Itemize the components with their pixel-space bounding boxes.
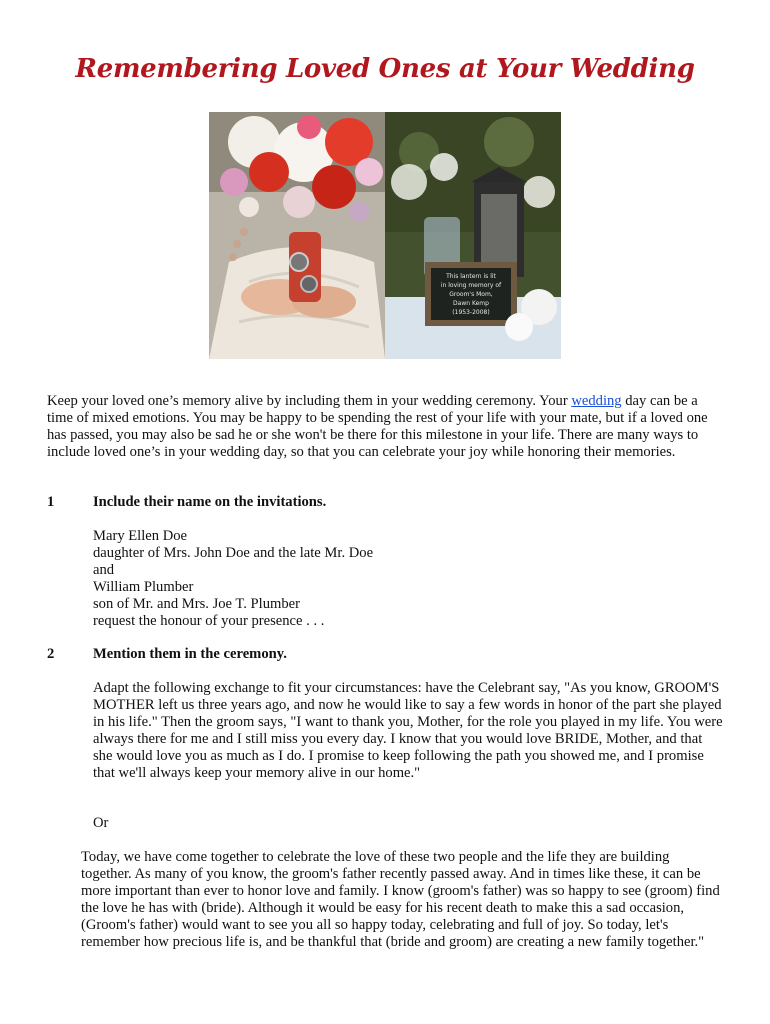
invitation-line: and	[93, 562, 115, 578]
invitation-line: son of Mr. and Mrs. Joe T. Plumber	[93, 596, 301, 612]
invitation-example	[93, 528, 723, 630]
section-2-heading: Mention them in the ceremony.	[93, 646, 287, 662]
memorial-table-photo	[385, 112, 561, 359]
photo-collage-image	[209, 112, 561, 359]
intro-text-end: day can be a time of mixed emotions. You may be happy to be spending the rest of your life with your mate, but if a loved one has passed, you may also be sad he or she won't be there for this milestone in your life. There are many ways to include loved one’s in your wedding day, so that you can celebrate your joy while honoring their memories.	[47, 393, 708, 460]
chalkboard-line: This lantern is lit	[446, 273, 496, 280]
invitation-line: request the honour of your presence . . .	[93, 613, 325, 629]
chalkboard-line: in loving memory of	[440, 282, 502, 289]
intro-text-start: Keep your loved one’s memory alive by including them in your wedding ceremony. Your	[47, 393, 572, 409]
ceremony-speech-paragraph	[81, 849, 723, 951]
ceremony-exchange-paragraph	[93, 680, 723, 782]
intro-paragraph	[47, 393, 723, 461]
section-1-number: 1	[47, 494, 55, 510]
chalkboard-line: Groom's Mom,	[449, 291, 493, 298]
section-2-number: 2	[47, 646, 55, 662]
ceremony-exchange-text: Adapt the following exchange to fit your circumstances: have the Celebrant say, "As you know, GROOM'S MOTHER left us three years ago, and now he would like to say a few words in honor of the part she played in his life." Then the groom says, "I want to thank you, Mother, for the role you played in my life. You were always there for me and I still miss you every day. I know that you would love BRIDE, Mother, and that she would love you as much as I do. I promise to keep following the path you showed me, and I promise that we'll always keep your memory alive in our home."	[93, 680, 723, 781]
invitation-line: Mary Ellen Doe	[93, 528, 188, 544]
bouquet-photo	[209, 112, 385, 359]
or-label: Or	[93, 815, 109, 831]
section-1-heading: Include their name on the invitations.	[93, 494, 327, 510]
invitation-line: daughter of Mrs. John Doe and the late Mr. Doe	[93, 545, 374, 561]
wedding-link[interactable]: wedding	[571, 393, 622, 409]
chalkboard-line: Dawn Kemp	[453, 300, 489, 307]
page-title: Remembering Loved Ones at Your Wedding	[75, 54, 695, 84]
chalkboard-line: (1953-2008)	[452, 309, 490, 316]
invitation-line: William Plumber	[93, 579, 194, 595]
ceremony-speech-text: Today, we have come together to celebrate the love of these two people and the life they are building together. As many of you know, the groom's father recently passed away. And in times like these, it can be more important than ever to honor love and family. I know (groom's father) was so happy to see (groom) find the love he has with (bride). Although it would be easy for his recent death to make this a sad occasion, (Groom's father) would want to see you all so happy today, celebrating and full of joy. So today, let's remember how precious life is, and be thankful that (bride and groom) are creating a new family together."	[81, 849, 720, 950]
header-photos	[209, 112, 561, 359]
